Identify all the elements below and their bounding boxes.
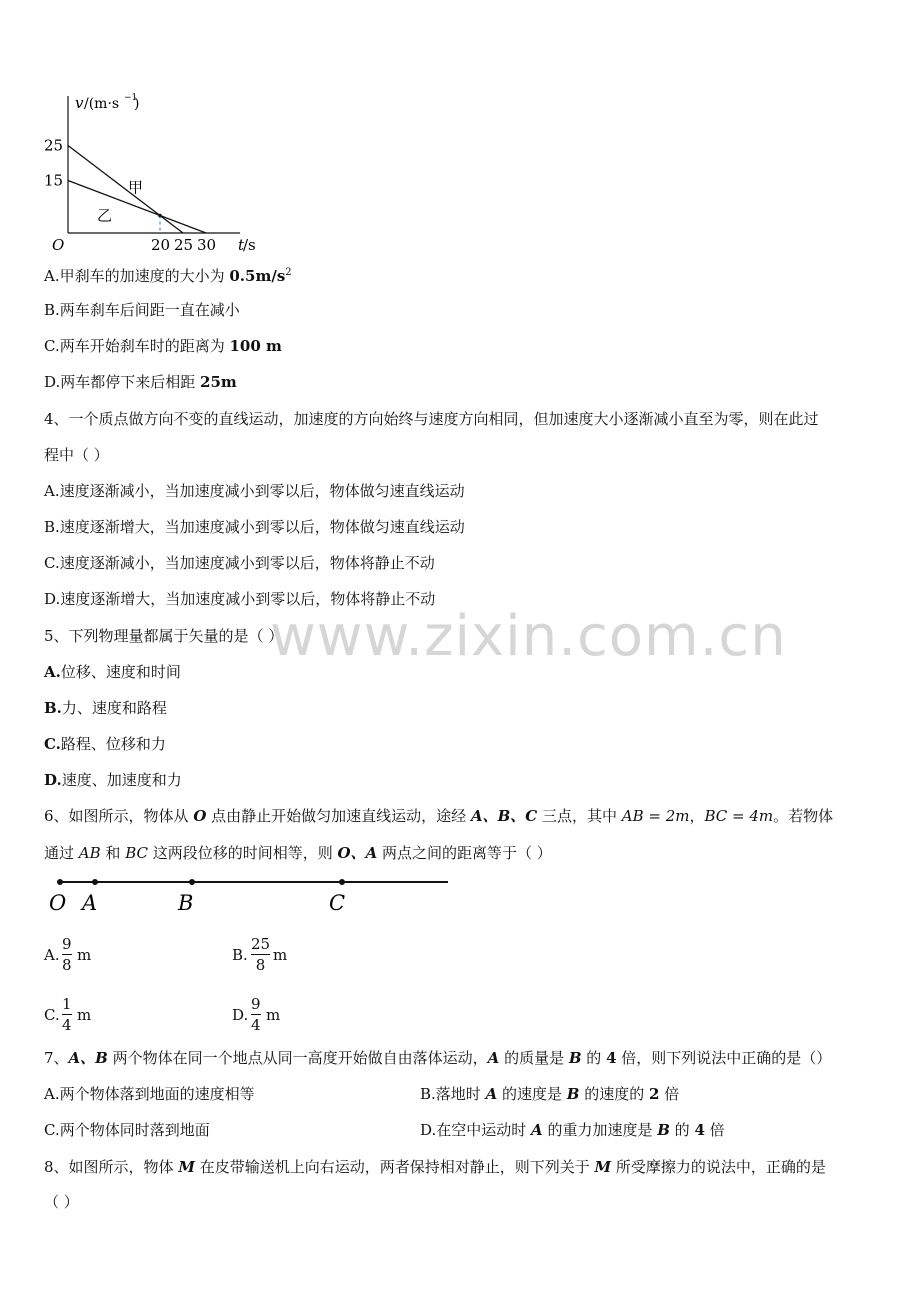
point-c-dot	[339, 879, 345, 885]
y-axis-label-v: v	[75, 94, 84, 112]
q8-stem-line2: （ ）	[44, 1193, 79, 1211]
q6-option-a-label: A.	[44, 946, 60, 964]
q6-option-d-unit: m	[266, 1006, 281, 1024]
q5-option-c: C.路程、位移和力	[44, 735, 166, 753]
y-axis-label-close: )	[134, 96, 140, 112]
q6-option-d-fraction: 9 4	[251, 995, 261, 1034]
q5-option-b: B.力、速度和路程	[44, 699, 167, 717]
point-b-dot	[189, 879, 195, 885]
q6-option-b-unit: m	[273, 946, 288, 964]
q6-line-diagram	[40, 870, 460, 920]
q3-option-a: A.甲刹车的加速度的大小为 $0.5m/s^2$	[44, 267, 292, 285]
y-tick-15: 15	[44, 171, 64, 190]
q7-stem: 7、A、B 两个物体在同一个地点从同一高度开始做自由落体运动，A 的质量是 B 的 4 倍，则下列说法中正确的是（）	[44, 1049, 832, 1067]
point-o-dot	[57, 879, 63, 885]
vt-chart	[40, 88, 270, 258]
y-tick-25: 25	[44, 136, 64, 155]
q8-stem-line1: 8、如图所示，物体 M 在皮带输送机上向右运动，两者保持相对静止，则下列关于 M 所受摩擦力的说法中，正确的是	[44, 1158, 826, 1176]
y-axis-label-unit: /(m·s	[84, 96, 120, 112]
q6-option-b-fraction: 25 8	[251, 935, 271, 974]
q4-option-b: B.速度逐渐增大，当加速度减小到零以后，物体做匀速直线运动	[44, 518, 465, 536]
x-tick-30: 30	[197, 236, 217, 254]
y-axis-label-exp: −1	[124, 93, 138, 103]
q5-stem: 5、下列物理量都属于矢量的是（ ）	[44, 627, 284, 645]
x-axis-label-t: t	[238, 236, 245, 254]
q7-option-a: A.两个物体落到地面的速度相等	[44, 1085, 255, 1103]
q6-option-c-label: C.	[44, 1006, 60, 1024]
x-tick-25: 25	[174, 236, 194, 254]
q6-option-c-unit: m	[77, 1006, 92, 1024]
q6-option-b-label: B.	[232, 946, 248, 964]
x-axis-label-unit: /s	[243, 236, 256, 254]
q6-stem-line2: 通过 AB 和 BC 这两段位移的时间相等，则 O、A 两点之间的距离等于（ ）	[44, 844, 552, 862]
point-c-label: C	[329, 891, 346, 915]
point-b-label: B	[178, 891, 194, 915]
q3-option-d: D.两车都停下来后相距 25m	[44, 373, 237, 391]
q5-option-a: A.位移、速度和时间	[44, 663, 181, 681]
series-label-jia: 甲	[128, 178, 144, 197]
q7-option-c: C.两个物体同时落到地面	[44, 1121, 210, 1139]
series-label-yi: 乙	[97, 206, 113, 225]
watermark: www.zixin.com.cn	[270, 604, 787, 669]
x-tick-20: 20	[151, 236, 171, 254]
origin-label: O	[52, 236, 65, 254]
q6-option-d-label: D.	[232, 1006, 249, 1024]
q7-option-b: B.落地时 A 的速度是 B 的速度的 2 倍	[420, 1085, 680, 1103]
point-a-dot	[92, 879, 98, 885]
q7-option-d: D.在空中运动时 A 的重力加速度是 B 的 4 倍	[420, 1121, 725, 1139]
q3-option-c: C.两车开始刹车时的距离为 100 m	[44, 337, 282, 355]
series-line-1	[68, 146, 183, 234]
q6-option-c-fraction: 1 4	[62, 995, 72, 1034]
q4-stem-line1: 4、一个质点做方向不变的直线运动，加速度的方向始终与速度方向相同，但加速度大小逐渐减小直至为零，则在此过	[44, 410, 819, 428]
point-o-label: O	[49, 891, 67, 915]
q3-option-b: B.两车刹车后间距一直在减小	[44, 301, 240, 319]
q6-option-a-unit: m	[77, 946, 92, 964]
q4-option-a: A.速度逐渐减小，当加速度减小到零以后，物体做匀速直线运动	[44, 482, 465, 500]
q4-stem-line2: 程中（ ）	[44, 446, 109, 464]
point-a-label: A	[82, 891, 98, 915]
q5-option-d: D.速度、加速度和力	[44, 771, 182, 789]
q6-stem-line1: 6、如图所示，物体从 O 点由静止开始做匀加速直线运动，途经 A、B、C 三点，其中 AB = 2m，BC = 4m。若物体	[44, 807, 834, 825]
q4-option-d: D.速度逐渐增大，当加速度减小到零以后，物体将静止不动	[44, 590, 436, 608]
q6-option-a-fraction: 9 8	[62, 935, 72, 974]
intersection-point	[158, 214, 162, 218]
q4-option-c: C.速度逐渐减小，当加速度减小到零以后，物体将静止不动	[44, 554, 435, 572]
